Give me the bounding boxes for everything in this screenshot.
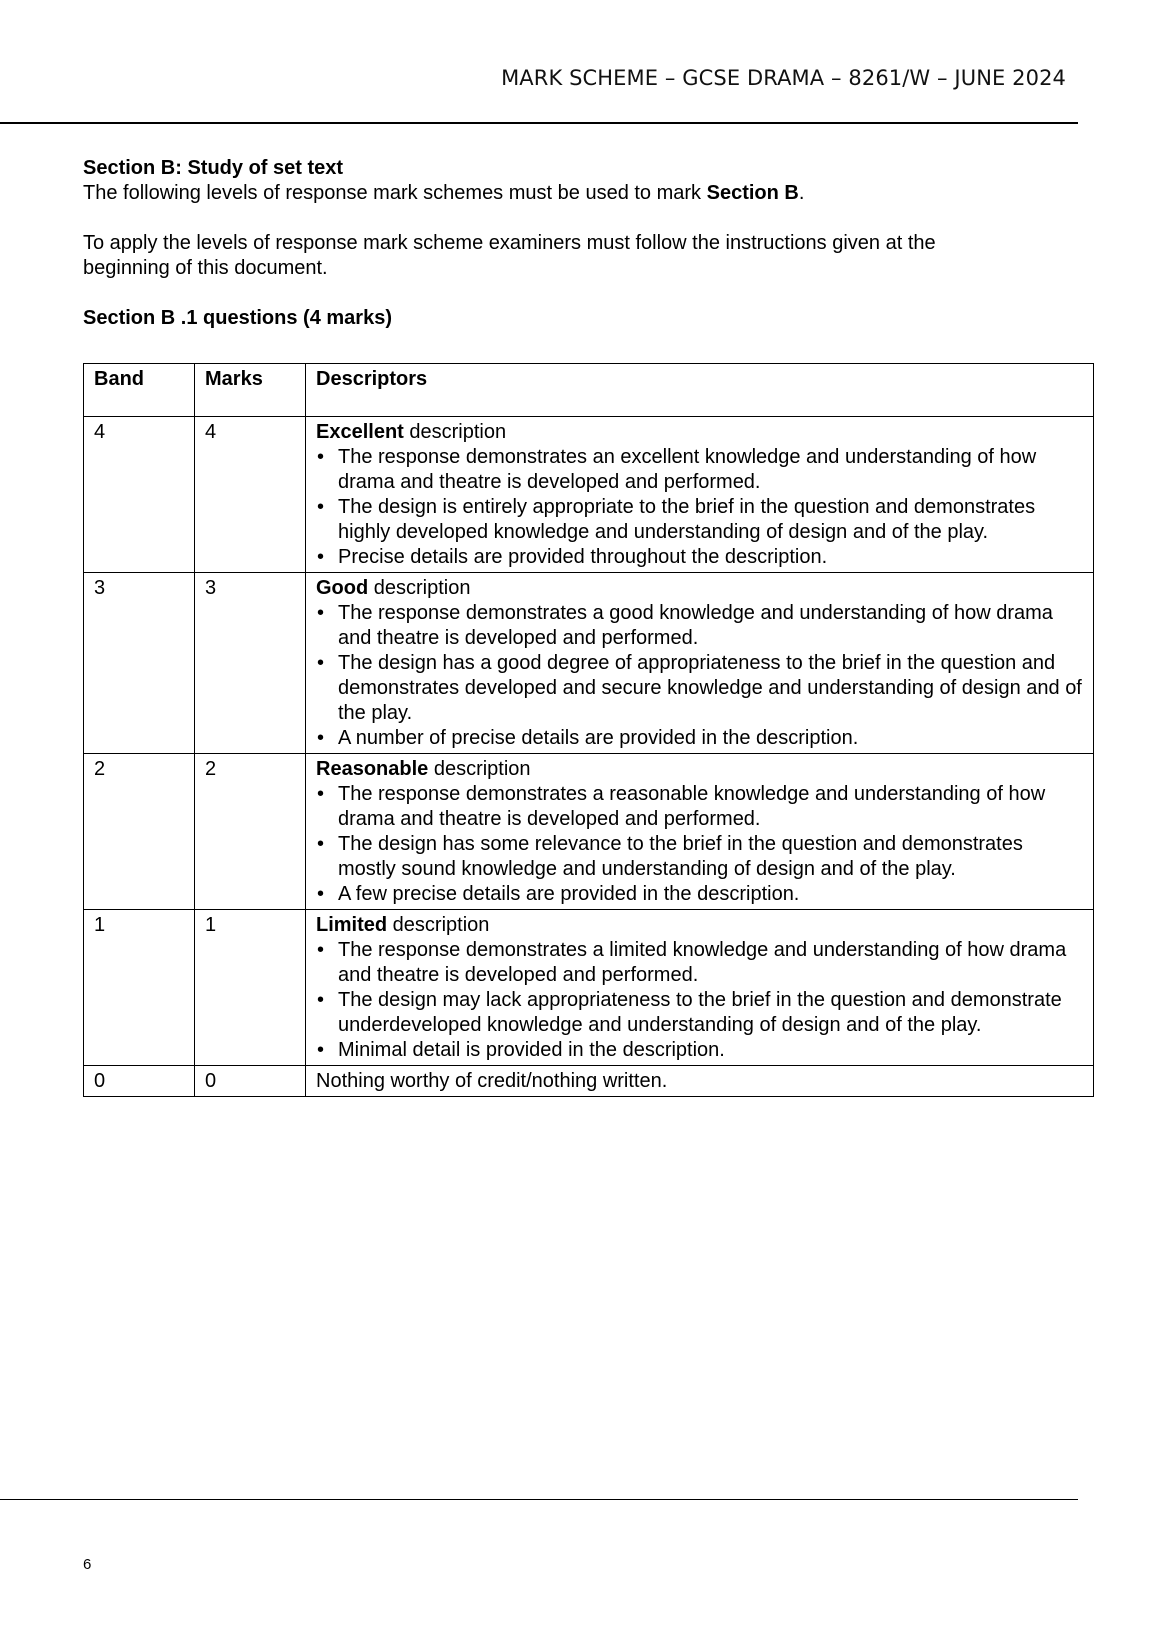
- intro-line-1: [83, 181, 1093, 206]
- level-heading: [316, 913, 1083, 938]
- level-suffix: description: [428, 758, 531, 780]
- header-divider: [0, 122, 1078, 124]
- table-row: [84, 754, 1094, 910]
- intro-line-1-prefix: The following levels of response mark schemes must be used to mark: [83, 182, 707, 204]
- level-heading: [316, 420, 1083, 445]
- list-item: • A number of precise details are provided in the description.: [338, 726, 1083, 751]
- band-cell: 2: [84, 754, 195, 910]
- table-header-row: [84, 364, 1094, 417]
- level-suffix: description: [403, 421, 507, 443]
- section-title: Section B: Study of set text: [83, 157, 344, 179]
- list-item: • The design has some relevance to the brief in the question and demonstrates mostly sound knowledge and understanding of design and of the play.: [338, 832, 1083, 882]
- list-item: • The response demonstrates a good knowledge and understanding of how drama and theatre is developed and performed.: [338, 601, 1083, 651]
- page-number: 6: [83, 1556, 92, 1573]
- list-item: • A few precise details are provided in the description.: [338, 882, 1083, 907]
- table-row: [84, 573, 1094, 754]
- list-item: • The response demonstrates a reasonable knowledge and understanding of how drama and theatre is developed and performed.: [338, 782, 1083, 832]
- level-heading: [316, 757, 1083, 782]
- table-row: [84, 910, 1094, 1066]
- intro-line-2: To apply the levels of response mark scheme examiners must follow the instructions given at the beginning of this document.: [83, 232, 936, 279]
- list-item: • Precise details are provided throughout the description.: [338, 545, 1083, 570]
- table-row: [84, 1066, 1094, 1097]
- intro-line-1-bold: Section B: [706, 182, 799, 204]
- band-cell: 0: [84, 1066, 195, 1097]
- descriptor-list: [316, 445, 1083, 570]
- mark-scheme-table: [83, 363, 1094, 1097]
- descriptor-cell: [306, 910, 1094, 1066]
- header-descriptors: Descriptors: [306, 364, 1094, 417]
- descriptor-cell: [306, 754, 1094, 910]
- intro-line-1-suffix: .: [798, 182, 805, 204]
- descriptor-cell: [306, 573, 1094, 754]
- header-band: Band: [84, 364, 195, 417]
- list-item: • The design has a good degree of appropriateness to the brief in the question and demonstrates developed and secure knowledge and understanding of design and of the play.: [338, 651, 1083, 726]
- table-subheading: Section B .1 questions (4 marks): [83, 307, 392, 329]
- level-name: Limited: [316, 914, 388, 936]
- list-item: • The response demonstrates an excellent knowledge and understanding of how drama and theatre is developed and performed.: [338, 445, 1083, 495]
- descriptor-cell: [306, 417, 1094, 573]
- list-item: • Minimal detail is provided in the description.: [338, 1038, 1083, 1063]
- band-cell: 1: [84, 910, 195, 1066]
- level-suffix: description: [387, 914, 490, 936]
- band-cell: 4: [84, 417, 195, 573]
- level-name: Excellent: [316, 421, 404, 443]
- level-heading: [316, 576, 1083, 601]
- marks-cell: 3: [195, 573, 306, 754]
- header-marks: Marks: [195, 364, 306, 417]
- list-item: • The design is entirely appropriate to the brief in the question and demonstrates highly developed knowledge and understanding of design and of the play.: [338, 495, 1083, 545]
- descriptor-list: [316, 601, 1083, 751]
- band-cell: 3: [84, 573, 195, 754]
- level-name: Good: [316, 577, 369, 599]
- list-item: • The design may lack appropriateness to the brief in the question and demonstrate underdeveloped knowledge and understanding of design and of the play.: [338, 988, 1083, 1038]
- descriptor-cell: Nothing worthy of credit/nothing written.: [306, 1066, 1094, 1097]
- intro-block: [83, 156, 1093, 331]
- marks-cell: 0: [195, 1066, 306, 1097]
- marks-cell: 1: [195, 910, 306, 1066]
- page-header-title: MARK SCHEME – GCSE DRAMA – 8261/W – JUNE 2024: [501, 66, 1066, 90]
- table-row: [84, 417, 1094, 573]
- level-name: Reasonable: [316, 758, 429, 780]
- list-item: • The response demonstrates a limited knowledge and understanding of how drama and theatre is developed and performed.: [338, 938, 1083, 988]
- descriptor-list: [316, 782, 1083, 907]
- level-suffix: description: [368, 577, 471, 599]
- footer-divider: [0, 1499, 1078, 1500]
- marks-cell: 2: [195, 754, 306, 910]
- descriptor-list: [316, 938, 1083, 1063]
- marks-cell: 4: [195, 417, 306, 573]
